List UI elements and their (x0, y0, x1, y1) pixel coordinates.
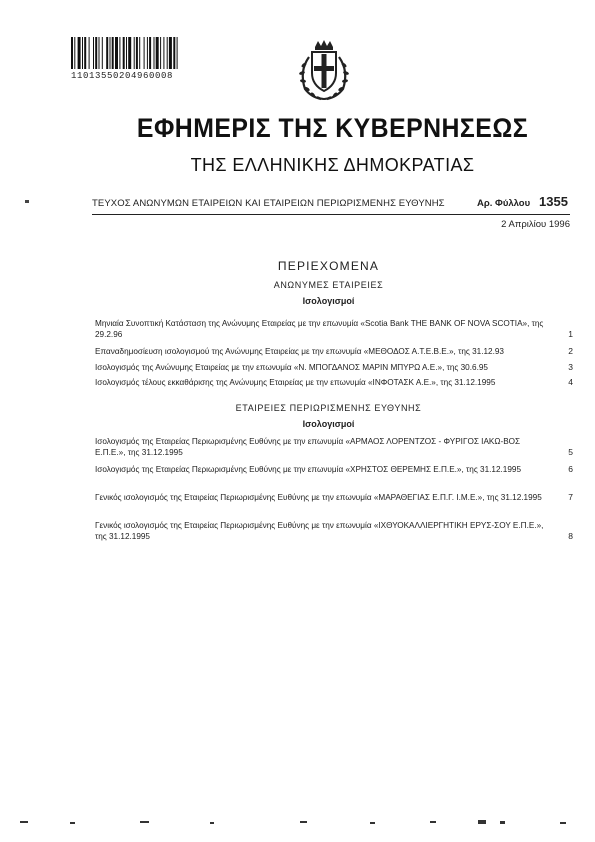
section-title: ΕΤΑΙΡΕΙΕΣ ΠΕΡΙΩΡΙΣΜΕΝΗΣ ΕΥΘΥΝΗΣ (235, 403, 422, 413)
entry-page: 2 (568, 346, 573, 356)
entry-text: Ισολογισμός της Ανώνυμης Εταιρείας με την επωνυμία «Ν. ΜΠΟΓΔΑΝΟΣ ΜΑΡΙΝ ΜΠΥΡΩ Α.Ε.», της 30.6.95 (95, 363, 488, 372)
barcode-number: 11013550204960008 (71, 71, 174, 81)
sheet-number: 1355 (539, 194, 568, 209)
contents-entry (95, 362, 573, 373)
contents-entry (95, 377, 573, 388)
entry-text: Επαναδημοσίευση ισολογισμού της Ανώνυμης Εταιρείας με την επωνυμία «ΜΕΘΟΔΟΣ Α.Τ.Ε.Β.Ε.», της 31.12.93 (95, 347, 504, 356)
contents-entry (95, 346, 573, 357)
contents-entry (95, 436, 573, 458)
entry-text: Ισολογισμός τέλους εκκαθάρισης της Ανώνυμης Εταιρείας με την επωνυμία «ΙΝΦΟΤΑΣΚ Α.Ε.», της 31.12.1995 (95, 378, 496, 387)
entry-text: Γενικός ισολογισμός της Εταιρείας Περιωρισμένης Ευθύνης με την επωνυμία «ΙΧΘΥΟΚΑΛΛΙΕΡΓΗΤΙΚΗ ΕΡΥΣ-ΣΟΥ Ε.Π.Ε.», της 31.12.1995 (95, 521, 544, 541)
gazette-title: ΕΦΗΜΕΡΙΣ ΤΗΣ ΚΥΒΕΡΝΗΣΕΩΣ (136, 113, 529, 143)
gazette-subtitle: ΤΗΣ ΕΛΛΗΝΙΚΗΣ ΔΗΜΟΚΡΑΤΙΑΣ (190, 155, 475, 175)
section-subtitle: Ισολογισμοί (302, 419, 355, 429)
issue-line (92, 196, 570, 212)
issue-date: 2 Απριλίου 1996 (501, 219, 570, 230)
section-subtitle: Ισολογισμοί (302, 296, 355, 306)
contents-entry (95, 520, 573, 542)
issue-type: ΤΕΥΧΟΣ ΑΝΩΝΥΜΩΝ ΕΤΑΙΡΕΙΩΝ ΚΑΙ ΕΤΑΙΡΕΙΩΝ ΠΕΡΙΩΡΙΣΜΕΝΗΣ ΕΥΘΥΝΗΣ (92, 198, 445, 209)
contents-entry (95, 464, 573, 475)
issue-divider (92, 214, 570, 215)
entry-page: 1 (568, 329, 573, 339)
sheet-label: Αρ. Φύλλου (477, 198, 531, 209)
entry-page: 5 (568, 447, 573, 457)
scan-noise (0, 812, 595, 832)
contents-title: ΠΕΡΙΕΧΟΜΕΝΑ (277, 259, 380, 273)
section-title: ΑΝΩΝΥΜΕΣ ΕΤΑΙΡΕΙΕΣ (273, 280, 384, 290)
margin-speck (25, 200, 29, 203)
entry-page: 8 (568, 531, 573, 541)
entry-page: 7 (568, 492, 573, 502)
entry-page: 3 (568, 362, 573, 372)
entry-page: 4 (568, 377, 573, 387)
entry-text: Ισολογισμός της Εταιρείας Περιωρισμένης Ευθύνης με την επωνυμία «ΧΡΗΣΤΟΣ ΘΕΡΕΜΗΣ Ε.Π.Ε.», της 31.12.1995 (95, 465, 522, 474)
contents-entry (95, 318, 573, 340)
entry-text: Γενικός ισολογισμός της Εταιρείας Περιωρισμένης Ευθύνης με την επωνυμία «ΜΑΡΑΘΕΓΙΑΣ Ε.Π.Γ. Ι.Μ.Ε.», της 31.12.1995 (95, 493, 542, 502)
entry-page: 6 (568, 464, 573, 474)
barcode (71, 37, 217, 69)
coat-of-arms-icon (295, 37, 353, 103)
entry-text: Ισολογισμός της Εταιρείας Περιωρισμένης Ευθύνης με την επωνυμία «ΑΡΜΑΟΣ ΛΟΡΕΝΤΖΟΣ - ΦΥΡΙΓΟΣ ΙΑΚΩ-ΒΟΣ Ε.Π.Ε.», της 31.12.1995 (95, 437, 521, 457)
entry-text: Μηνιαία Συνοπτική Κατάσταση της Ανώνυμης Εταιρείας με την επωνυμία «Scotia Bank THE BANK OF NOVA SCOTIA», της 29.2.96 (95, 319, 544, 339)
contents-entry (95, 492, 573, 503)
